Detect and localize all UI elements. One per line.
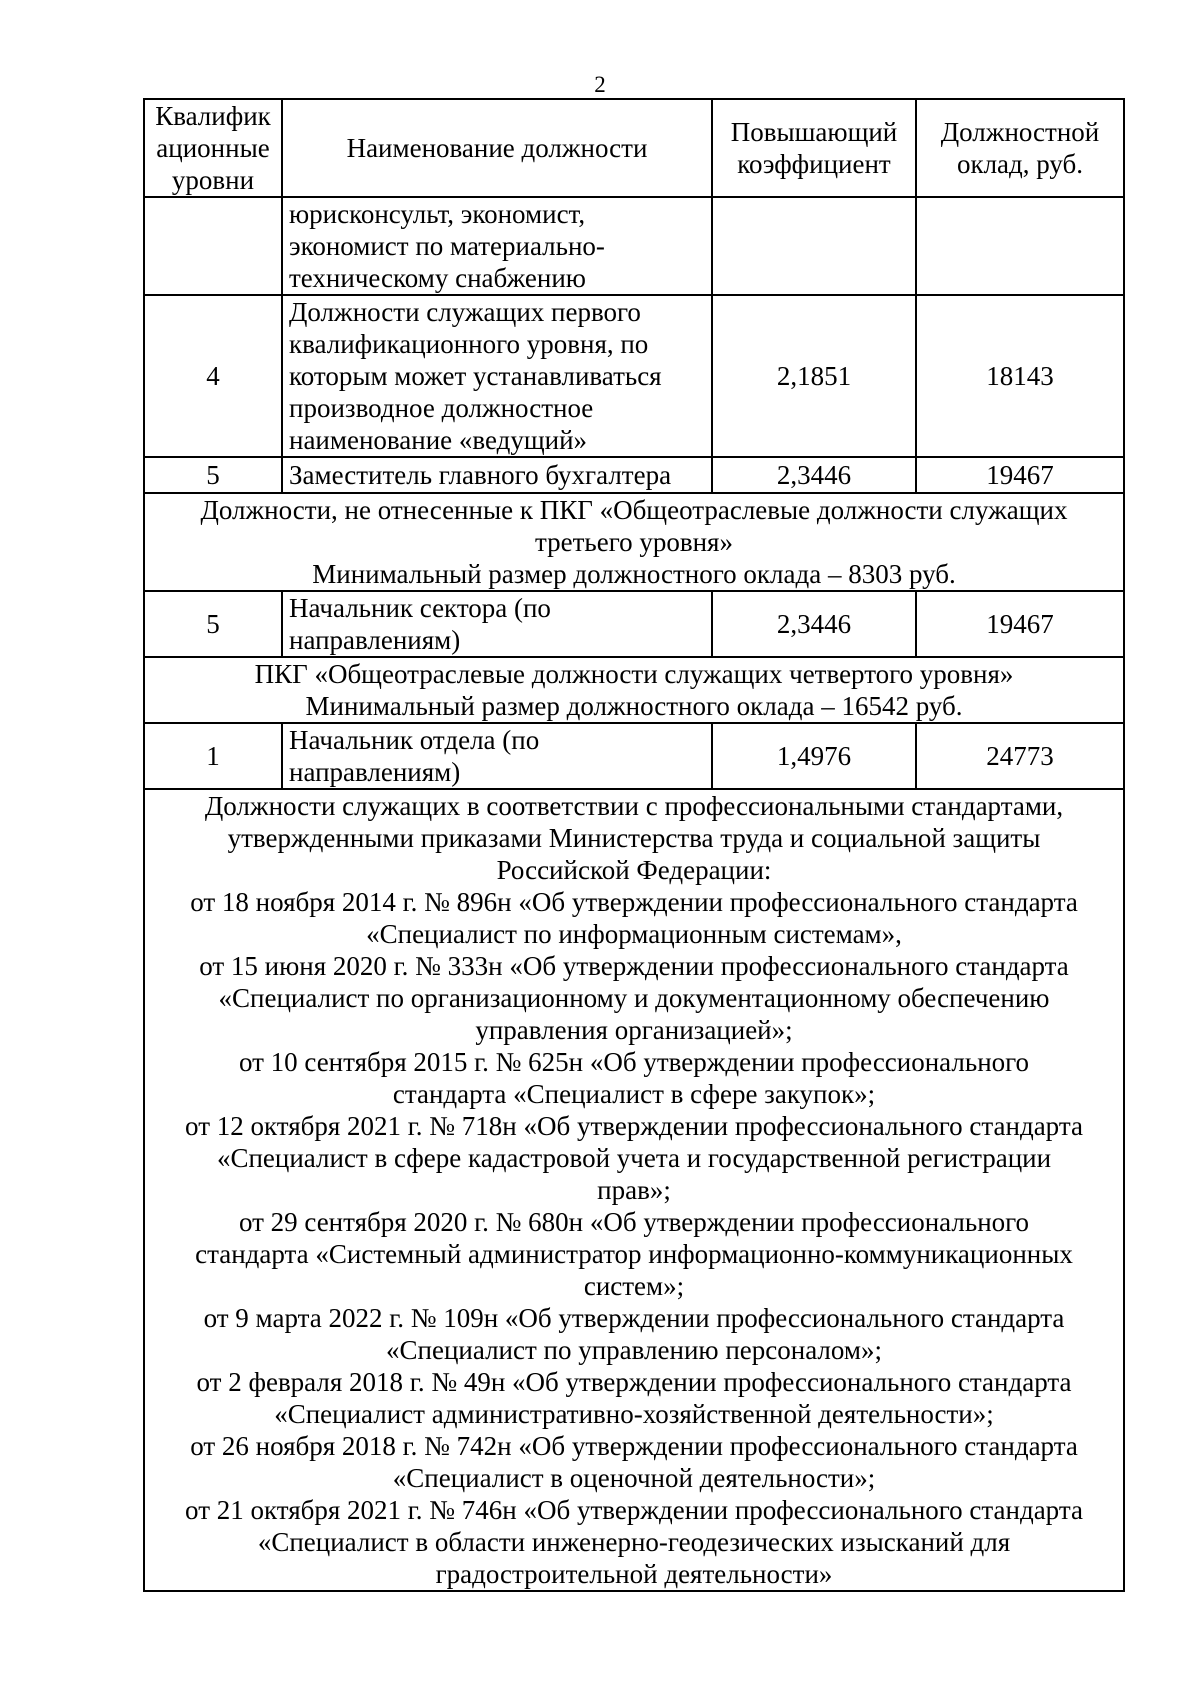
header-text: Квалифик	[155, 101, 271, 131]
note-line: градостроительной деятельности»	[435, 1559, 833, 1589]
table-row	[144, 295, 1124, 457]
salary-cell: 19467	[916, 591, 1124, 657]
coefficient-cell: 1,4976	[712, 723, 916, 789]
note-line: стандарта «Специалист в сфере закупок»;	[392, 1079, 876, 1109]
position-line: наименование «ведущий»	[289, 425, 588, 455]
header-position	[282, 99, 712, 197]
note-line: систем»;	[583, 1271, 685, 1301]
header-coefficient	[712, 99, 916, 197]
level-cell: 1	[144, 723, 282, 789]
coefficient-cell: 2,1851	[712, 295, 916, 457]
position-line: Начальник отдела (по	[289, 725, 540, 755]
salary-cell: 18143	[916, 295, 1124, 457]
note-line: от 18 ноября 2014 г. № 896н «Об утверждении профессионального стандарта	[190, 887, 1078, 917]
position-cell	[282, 295, 712, 457]
note-line: «Специалист по организационному и документационному обеспечению	[218, 983, 1050, 1013]
note-line: от 12 октября 2021 г. № 718н «Об утверждении профессионального стандарта	[185, 1111, 1083, 1141]
note-line: прав»;	[597, 1175, 671, 1205]
position-line: техническому снабжению	[289, 263, 586, 293]
position-cell	[282, 591, 712, 657]
professional-standards-row	[144, 789, 1124, 1591]
note-line: Должности служащих в соответствии с профессиональными стандартами,	[204, 791, 1064, 821]
position-cell	[282, 457, 712, 493]
position-line: направлениям)	[289, 625, 461, 655]
position-line: экономист по материально-	[289, 231, 605, 261]
coefficient-cell: 2,3446	[712, 591, 916, 657]
group-header	[144, 493, 1124, 591]
group-header-line: третьего уровня»	[535, 527, 733, 557]
note-line: от 2 февраля 2018 г. № 49н «Об утверждении профессионального стандарта	[196, 1367, 1072, 1397]
note-line: от 29 сентября 2020 г. № 680н «Об утверждении профессионального	[238, 1207, 1030, 1237]
note-line: утвержденными приказами Министерства труда и социальной защиты	[227, 823, 1041, 853]
table-row	[144, 723, 1124, 789]
header-text: уровни	[171, 165, 255, 195]
header-level	[144, 99, 282, 197]
header-text: Повышающий	[730, 117, 898, 147]
position-line: производное должностное	[289, 393, 594, 423]
header-salary	[916, 99, 1124, 197]
group-header-line: Минимальный размер должностного оклада – 16542 руб.	[305, 691, 963, 721]
table-row	[144, 591, 1124, 657]
header-text: коэффициент	[737, 149, 891, 179]
position-line: которым может устанавливаться	[289, 361, 662, 391]
note-line: «Специалист в области инженерно-геодезических изысканий для	[257, 1527, 1011, 1557]
level-cell	[144, 197, 282, 295]
position-line: Должности служащих первого	[289, 297, 641, 327]
level-cell: 5	[144, 591, 282, 657]
note-line: «Специалист административно-хозяйственной деятельности»;	[274, 1399, 994, 1429]
salary-cell: 24773	[916, 723, 1124, 789]
group-header-row	[144, 657, 1124, 723]
coefficient-cell: 2,3446	[712, 457, 916, 493]
salary-cell: 19467	[916, 457, 1124, 493]
position-line: Заместитель главного бухгалтера	[289, 460, 672, 490]
salary-cell	[916, 197, 1124, 295]
position-cell	[282, 197, 712, 295]
table-header-row	[144, 99, 1124, 197]
note-line: Российской Федерации:	[496, 855, 772, 885]
page-number: 2	[594, 72, 606, 97]
salary-table	[143, 98, 1125, 1592]
note-line: «Специалист по информационным системам»,	[366, 919, 902, 949]
group-header-line: Минимальный размер должностного оклада – 8303 руб.	[312, 559, 956, 589]
position-line: юрисконсульт, экономист,	[289, 199, 586, 229]
header-text: Наименование должности	[346, 133, 648, 163]
note-line: от 10 сентября 2015 г. № 625н «Об утверждении профессионального	[238, 1047, 1030, 1077]
note-line: «Специалист по управлению персоналом»;	[386, 1335, 882, 1365]
note-line: стандарта «Системный администратор информационно-коммуникационных	[195, 1239, 1073, 1269]
note-line: от 9 марта 2022 г. № 109н «Об утверждении профессионального стандарта	[203, 1303, 1065, 1333]
note-line: от 15 июня 2020 г. № 333н «Об утверждении профессионального стандарта	[199, 951, 1069, 981]
position-line: направлениям)	[289, 757, 461, 787]
table-row	[144, 457, 1124, 493]
group-header-row	[144, 493, 1124, 591]
group-header-line: Должности, не отнесенные к ПКГ «Общеотраслевые должности служащих	[200, 495, 1068, 525]
header-text: оклад, руб.	[956, 149, 1084, 179]
header-text: ационные	[156, 133, 270, 163]
note-line: от 26 ноября 2018 г. № 742н «Об утверждении профессионального стандарта	[190, 1431, 1078, 1461]
group-header-line: ПКГ «Общеотраслевые должности служащих четвертого уровня»	[254, 659, 1014, 689]
position-line: Начальник сектора (по	[289, 593, 551, 623]
level-cell: 4	[144, 295, 282, 457]
note-line: от 21 октября 2021 г. № 746н «Об утверждении профессионального стандарта	[185, 1495, 1083, 1525]
table-row	[144, 197, 1124, 295]
group-header	[144, 657, 1124, 723]
note-line: «Специалист в оценочной деятельности»;	[392, 1463, 876, 1493]
note-line: управления организацией»;	[475, 1015, 793, 1045]
professional-standards-note	[144, 789, 1124, 1591]
position-line: квалификационного уровня, по	[289, 329, 649, 359]
level-cell: 5	[144, 457, 282, 493]
position-cell	[282, 723, 712, 789]
coefficient-cell	[712, 197, 916, 295]
note-line: «Специалист в сфере кадастровой учета и государственной регистрации	[216, 1143, 1052, 1173]
header-text: Должностной	[940, 117, 1100, 147]
